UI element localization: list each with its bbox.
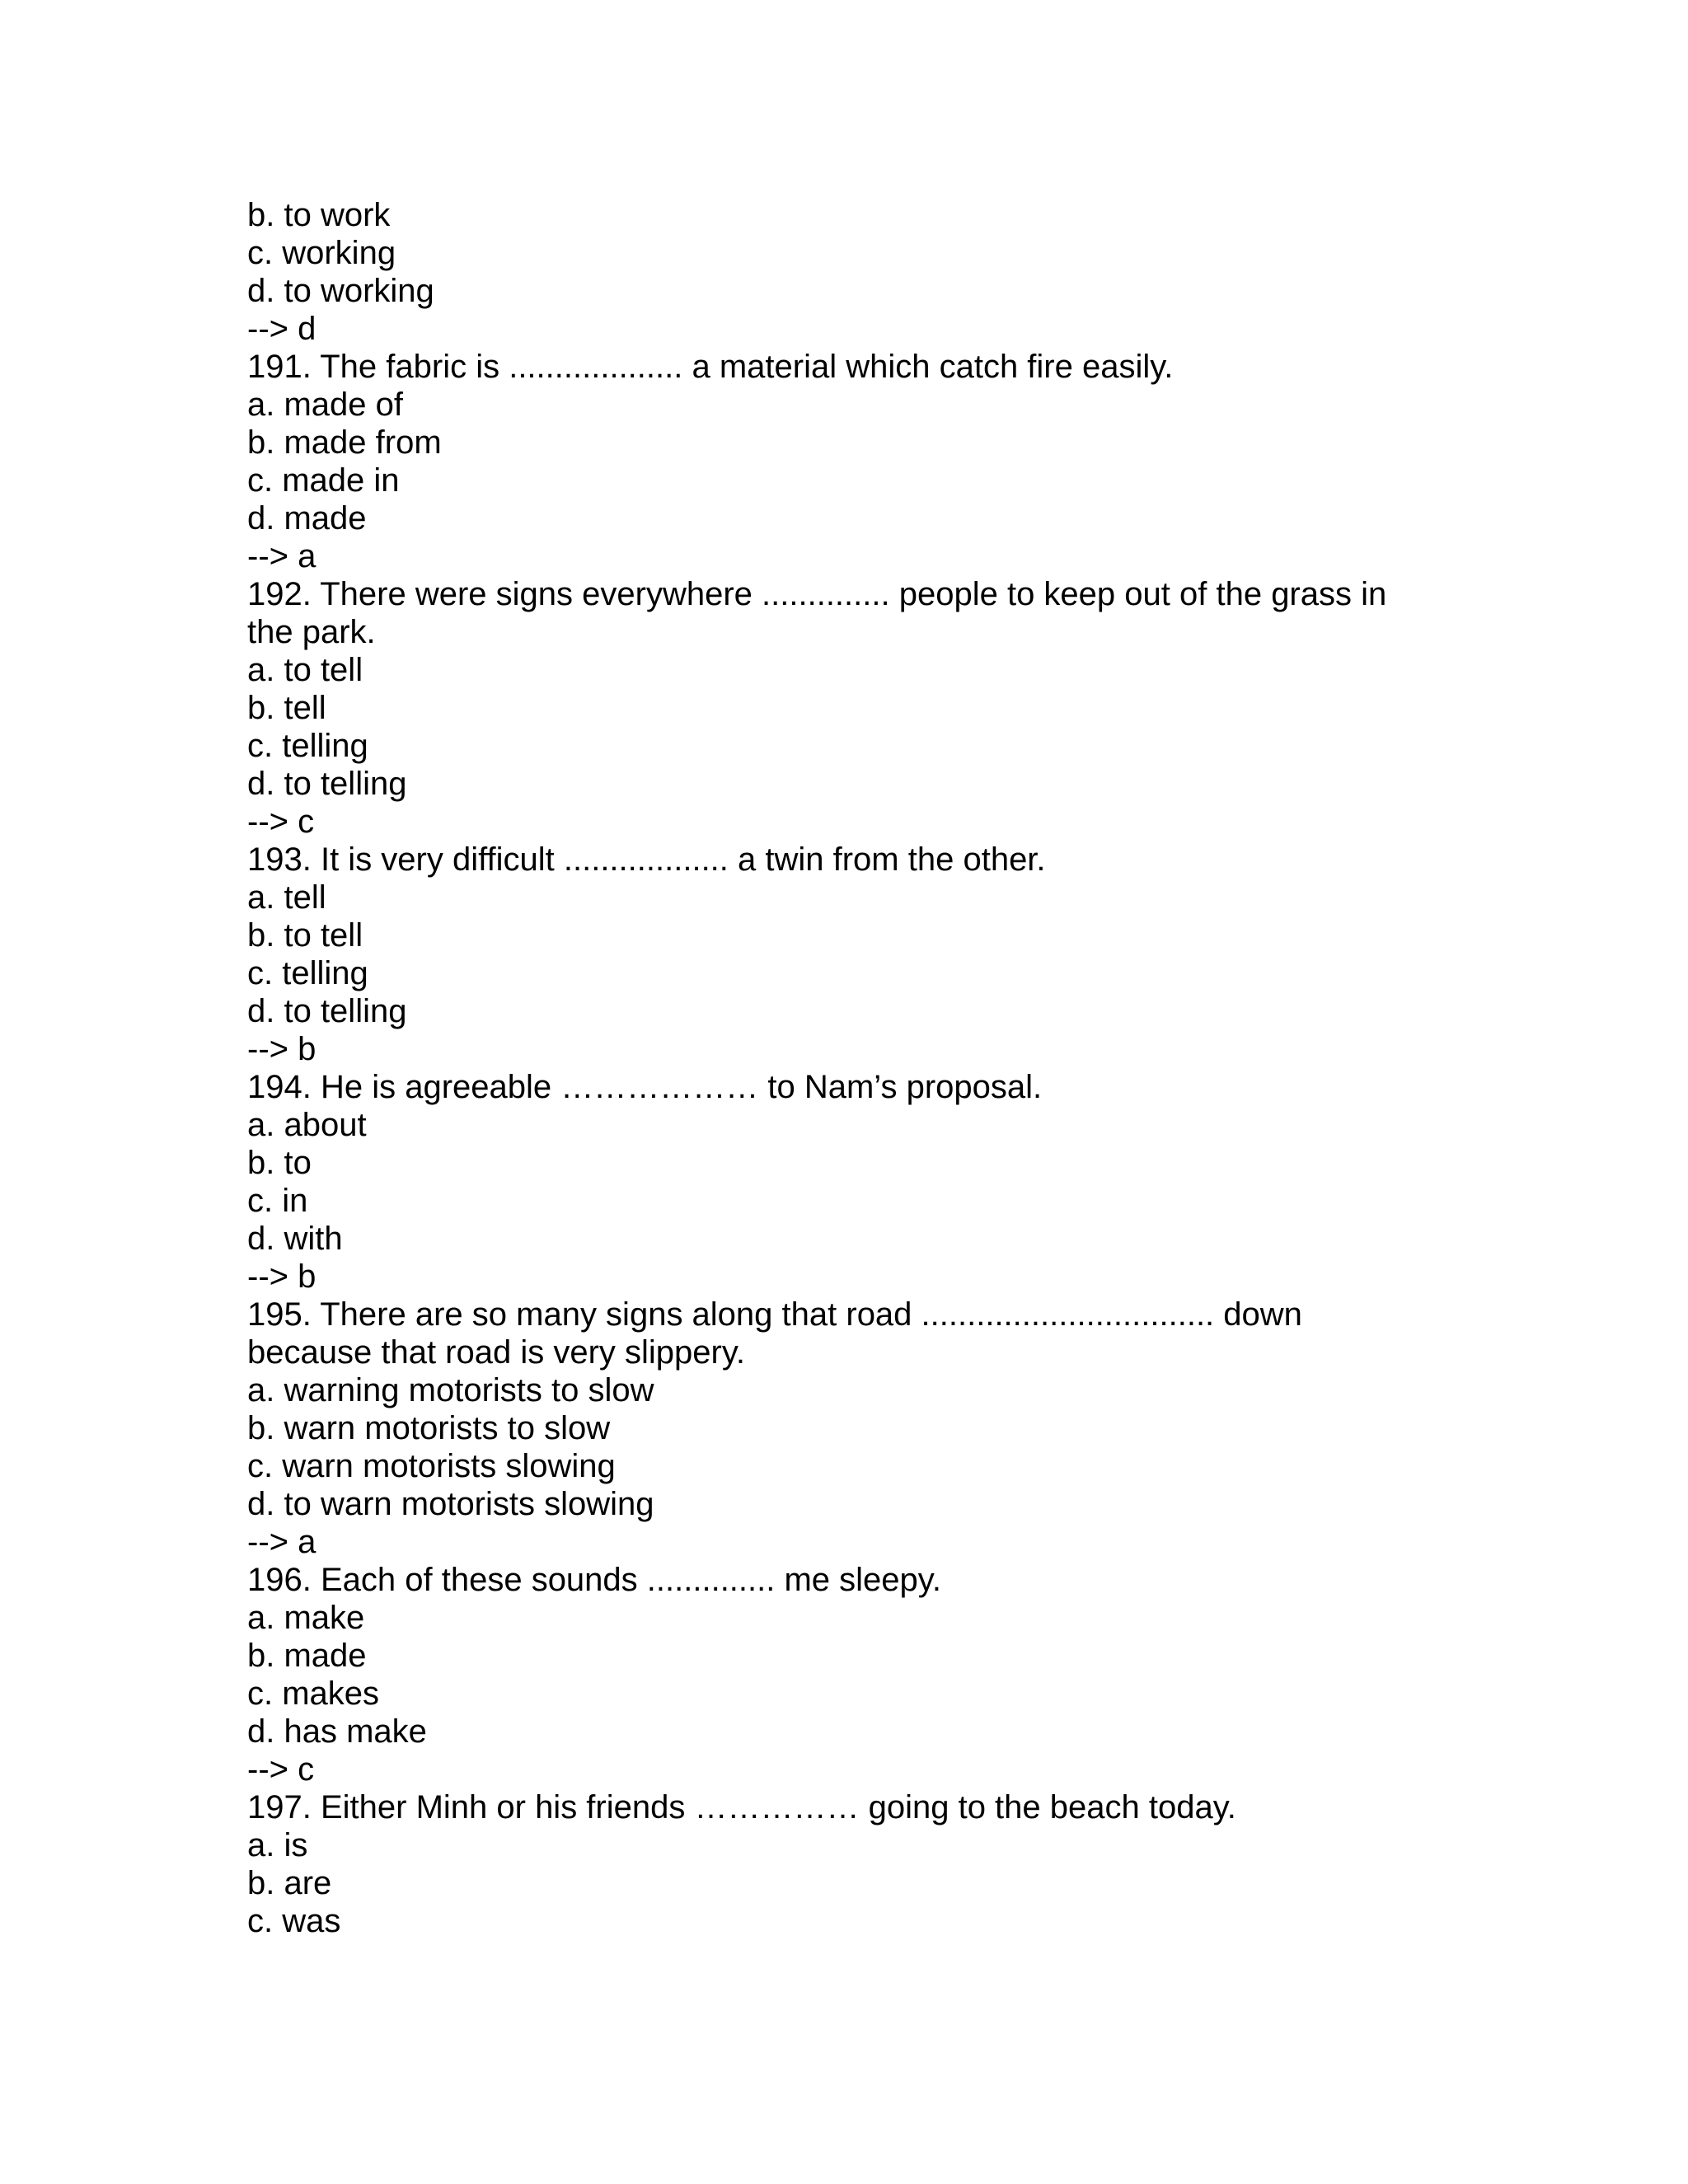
option-line: a. about bbox=[247, 1107, 367, 1143]
question-191: 191. The fabric is ................... a material which catch fire easily. bbox=[247, 349, 1174, 385]
option-line: d. to warn motorists slowing bbox=[247, 1486, 654, 1522]
option-line: b. made bbox=[247, 1638, 367, 1674]
option-line: c. telling bbox=[247, 955, 368, 991]
option-line: c. telling bbox=[247, 728, 368, 764]
option-line: c. was bbox=[247, 1903, 341, 1939]
question-192: 192. There were signs everywhere .............. people to keep out of the grass in bbox=[247, 576, 1387, 612]
question-197: 197. Either Minh or his friends …………… going to the beach today. bbox=[247, 1789, 1236, 1825]
option-line: b. tell bbox=[247, 690, 326, 726]
option-line: b. to work bbox=[247, 197, 391, 233]
option-line: d. to working bbox=[247, 273, 434, 309]
question-192-continued: the park. bbox=[247, 614, 376, 650]
option-line: b. to tell bbox=[247, 917, 363, 954]
option-line: b. to bbox=[247, 1145, 312, 1181]
question-195: 195. There are so many signs along that road ................................ down bbox=[247, 1296, 1302, 1333]
option-line: a. to tell bbox=[247, 652, 363, 688]
option-line: a. make bbox=[247, 1600, 365, 1636]
option-line: a. tell bbox=[247, 879, 326, 916]
question-194: 194. He is agreeable ……………… to Nam’s proposal. bbox=[247, 1069, 1043, 1105]
answer-line: --> a bbox=[247, 1524, 316, 1560]
answer-line: --> b bbox=[247, 1031, 316, 1067]
option-line: c. makes bbox=[247, 1675, 380, 1712]
question-195-continued: because that road is very slippery. bbox=[247, 1334, 746, 1371]
option-line: b. are bbox=[247, 1865, 332, 1901]
option-line: a. made of bbox=[247, 387, 404, 423]
option-line: b. made from bbox=[247, 424, 442, 461]
option-line: d. to telling bbox=[247, 766, 407, 802]
option-line: a. warning motorists to slow bbox=[247, 1372, 654, 1408]
option-line: d. with bbox=[247, 1221, 343, 1257]
option-line: d. to telling bbox=[247, 993, 407, 1029]
option-line: b. warn motorists to slow bbox=[247, 1410, 611, 1446]
question-193: 193. It is very difficult .................. a twin from the other. bbox=[247, 841, 1046, 878]
option-line: c. made in bbox=[247, 462, 400, 499]
answer-line: --> d bbox=[247, 311, 316, 347]
answer-line: --> c bbox=[247, 1751, 315, 1788]
option-line: c. warn motorists slowing bbox=[247, 1448, 616, 1484]
option-line: c. working bbox=[247, 235, 396, 271]
answer-line: --> b bbox=[247, 1258, 316, 1295]
option-line: a. is bbox=[247, 1827, 308, 1863]
question-196: 196. Each of these sounds .............. me sleepy. bbox=[247, 1562, 941, 1598]
option-line: c. in bbox=[247, 1183, 308, 1219]
answer-line: --> c bbox=[247, 804, 315, 840]
option-line: d. made bbox=[247, 500, 367, 537]
answer-line: --> a bbox=[247, 538, 316, 574]
document-text bbox=[247, 196, 1451, 1940]
option-line: d. has make bbox=[247, 1713, 427, 1750]
